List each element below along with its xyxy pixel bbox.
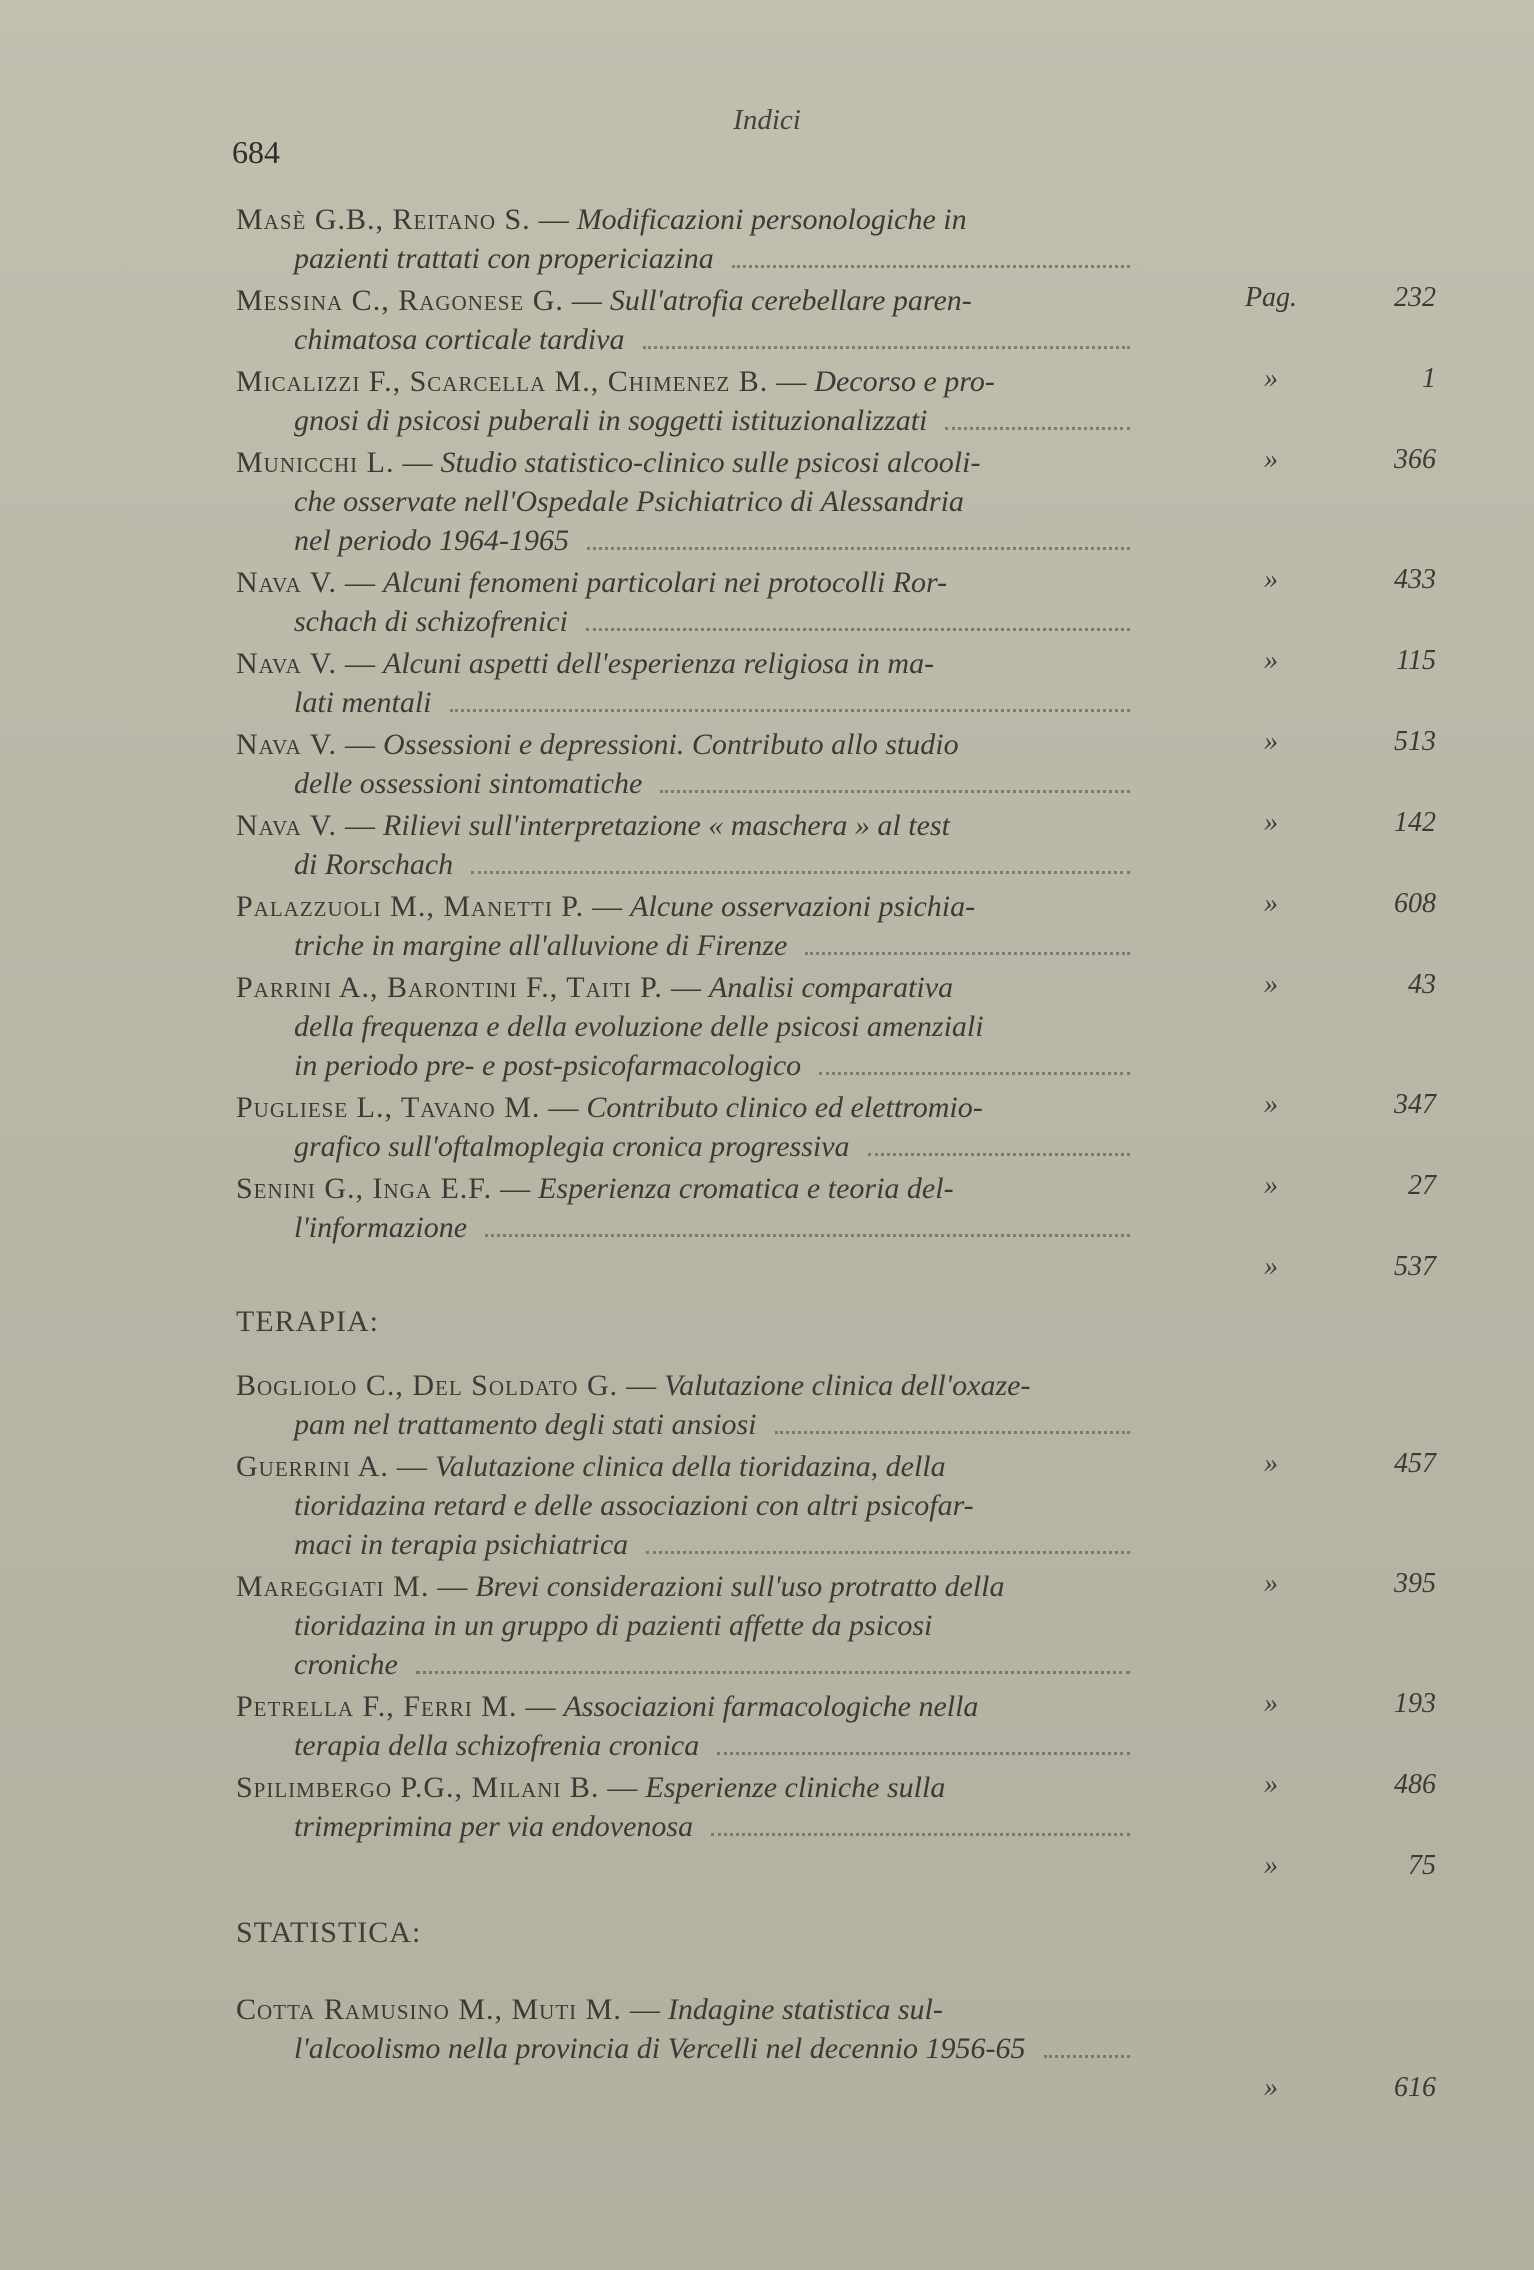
entry-first-line [236,806,1196,845]
entry-title: Esperienza cromatica e teoria del- [538,1172,954,1205]
entry-first-line [236,1768,1196,1807]
entry-title: Rilievi sull'interpretazione « maschera » al test [383,809,950,842]
entry-authors: Senini G., Inga E.F. [236,1172,493,1205]
entry-dash: — [437,1570,468,1603]
page-ref-number: 27 [1408,1170,1436,1201]
entry-authors: Masè G.B., Reitano S. [236,203,531,236]
entry-dash: — [345,647,376,680]
entry-title: Alcuni fenomeni particolari nei protocolli Ror- [383,566,948,599]
page-ref-number: 608 [1394,888,1436,919]
page-ref-marker: » [1264,969,1278,1000]
dot-leader [711,1829,1130,1836]
section-heading-terapia: TERAPIA: [236,1305,379,1338]
entry-title: Decorso e pro- [814,365,995,398]
entry-first-line [236,200,1196,239]
entry-first-line [236,1169,1196,1208]
entry-first-line [236,362,1196,401]
entry-title: Analisi comparativa [708,971,954,1004]
entry-authors: Palazzuoli M., Manetti P. [236,890,585,923]
entry-title-continued: croniche [294,1648,398,1681]
entry-dash: — [345,566,376,599]
entry-title: Associazioni farmacologiche nella [563,1690,979,1723]
page-ref-marker: » [1264,726,1278,757]
entry-title-continued: tioridazina in un gruppo di pazienti affette da psicosi [294,1609,933,1642]
entry-title-continued: trimeprimina per via endovenosa [294,1810,694,1843]
entry-title: Valutazione clinica dell'oxaze- [664,1369,1031,1402]
entry-dash: — [571,284,602,317]
entry-title: Alcuni aspetti dell'esperienza religiosa in ma- [383,647,935,680]
entry-continuation-line [236,1208,1436,1282]
entry-title: Valutazione clinica della tioridazina, della [434,1450,946,1483]
entry-first-line [236,1366,1196,1405]
entry-authors: Cotta Ramusino M., Muti M. [236,1993,622,2026]
entry-continuation-line [236,1807,1436,1881]
entry-authors: Mareggiati M. [236,1570,430,1603]
entry-title: Modificazioni personologiche in [576,203,967,236]
entry-title: Sull'atrofia cerebellare paren- [609,284,972,317]
page-ref-marker: » [1264,1251,1278,1282]
entry-authors: Nava V. [236,647,338,680]
entry-first-line [236,644,1196,683]
entry-dash: — [629,1993,660,2026]
page-ref-number: 1 [1422,363,1436,394]
dot-leader [416,1667,1130,1674]
entry-dash: — [525,1690,556,1723]
entry-dash: — [538,203,569,236]
entry-continuation-line [236,1606,1196,1645]
entry-title: Studio statistico-clinico sulle psicosi alcooli- [440,446,981,479]
page-ref-marker: » [1264,363,1278,394]
running-title: Indici [733,104,801,136]
page-ref-marker: » [1264,888,1278,919]
entry-authors: Micalizzi F., Scarcella M., Chimenez B. [236,365,769,398]
page-ref-number: 486 [1394,1769,1436,1800]
page-ref-number: 193 [1394,1688,1436,1719]
entry-title-continued: l'alcoolismo nella provincia di Vercelli nel decennio 1956-65 [294,2032,1026,2065]
entry-first-line [236,1567,1196,1606]
entry-first-line [236,1687,1196,1726]
section-heading-statistica: STATISTICA: [236,1916,422,1949]
entry-title-continued: delle ossessioni sintomatiche [294,767,643,800]
entry-title-continued: grafico sull'oftalmoplegia cronica progressiva [294,1130,850,1163]
page-ref-number: 142 [1394,807,1436,838]
entry-first-line [236,887,1196,926]
entry-title-continued: tioridazina retard e delle associazioni con altri psicofar- [294,1489,974,1522]
entry-title-continued: della frequenza e della evoluzione delle psicosi amenziali [294,1010,984,1043]
entry-title-continued: triche in margine all'alluvione di Firenze [294,929,788,962]
page-ref-number: 395 [1394,1568,1436,1599]
page-ref-number: 616 [1394,2072,1436,2103]
dot-leader [643,342,1131,349]
page-ref-number: 75 [1408,1850,1436,1881]
page-ref-marker: » [1264,1568,1278,1599]
entry-title-continued: terapia della schizofrenia cronica [294,1729,700,1762]
page-ref-marker: » [1264,1688,1278,1719]
entry-title-continued: nel periodo 1964-1965 [294,524,569,557]
dot-leader [819,1068,1130,1075]
page-ref-number: 433 [1394,564,1436,595]
entry-first-line [236,563,1196,602]
entry-dash: — [396,1450,427,1483]
dot-leader [717,1748,1130,1755]
entry-title-continued: pam nel trattamento degli stati ansiosi [294,1408,757,1441]
dot-leader [868,1149,1130,1156]
dot-leader [450,705,1131,712]
page-ref-marker: » [1264,1850,1278,1881]
index-entries-statistica [236,1990,1436,2103]
entry-first-line [236,281,1196,320]
dot-leader [586,624,1130,631]
entry-first-line [236,1990,1196,2029]
page-ref-marker: » [1264,2072,1278,2103]
page-ref-marker: » [1264,1089,1278,1120]
page-ref-number: 366 [1394,444,1436,475]
dot-leader [732,261,1130,268]
page-ref-marker: » [1264,444,1278,475]
dot-leader [471,867,1130,874]
entry-dash: — [776,365,807,398]
page-ref-number: 513 [1394,726,1436,757]
entry-dash: — [592,890,623,923]
entry-title: Esperienze cliniche sulla [645,1771,946,1804]
entry-title-continued: di Rorschach [294,848,454,881]
entry-title: Indagine statistica sul- [667,1993,943,2026]
index-entries-terapia [236,1366,1436,1881]
dot-leader [775,1427,1131,1434]
index-entries-group-a [236,200,1436,1282]
entry-authors: Nava V. [236,566,338,599]
entry-title-continued: gnosi di psicosi puberali in soggetti istituzionalizzati [294,404,928,437]
page-ref-marker: » [1264,1170,1278,1201]
entry-title-continued: in periodo pre- e post-psicofarmacologico [294,1049,802,1082]
page-ref-marker: » [1264,807,1278,838]
entry-dash: — [402,446,433,479]
dot-leader [485,1230,1130,1237]
entry-title-continued: maci in terapia psichiatrica [294,1528,629,1561]
entry-continuation-line [236,482,1196,521]
entry-title-continued: pazienti trattati con propericiazina [294,242,714,275]
page-ref-marker: » [1264,1448,1278,1479]
entry-authors: Messina C., Ragonese G. [236,284,564,317]
page-ref-number: 347 [1394,1089,1436,1120]
entry-first-line [236,443,1196,482]
entry-first-line [236,1088,1196,1127]
entry-title-continued: l'informazione [294,1211,468,1244]
entry-title-continued: chimatosa corticale tardiva [294,323,625,356]
entry-continuation-line [236,1486,1196,1525]
dot-leader [805,948,1130,955]
entry-title: Alcune osservazioni psichia- [630,890,976,923]
dot-leader [945,423,1130,430]
page-ref-marker: » [1264,1769,1278,1800]
index-entry [236,1990,1436,2103]
entry-title-continued: che osservate nell'Ospedale Psichiatrico di Alessandria [294,485,964,518]
dot-leader [660,786,1130,793]
page-ref-number: 457 [1394,1448,1436,1479]
dot-leader [587,543,1130,550]
entry-continuation-line [236,1007,1196,1046]
entry-title: Brevi considerazioni sull'uso protratto della [475,1570,1005,1603]
entry-authors: Petrella F., Ferri M. [236,1690,518,1723]
entry-dash: — [670,971,701,1004]
page-ref-number: 232 [1394,282,1436,313]
entry-authors: Municchi L. [236,446,395,479]
entry-dash: — [607,1771,638,1804]
dot-leader [1044,2051,1130,2058]
page-ref-number: 43 [1408,969,1436,1000]
entry-title-continued: lati mentali [294,686,432,719]
page-number: 684 [232,134,280,170]
entry-title-continued: schach di schizofrenici [294,605,568,638]
entry-title: Contributo clinico ed elettromio- [586,1091,983,1124]
entry-dash: — [345,809,376,842]
entry-authors: Nava V. [236,809,338,842]
entry-dash: — [548,1091,579,1124]
page-ref-marker: » [1264,645,1278,676]
page-ref-marker: » [1264,564,1278,595]
entry-authors: Pugliese L., Tavano M. [236,1091,541,1124]
entry-dash: — [345,728,376,761]
entry-dash: — [500,1172,531,1205]
entry-authors: Nava V. [236,728,338,761]
dot-leader [646,1547,1130,1554]
entry-first-line [236,1447,1196,1486]
entry-authors: Guerrini A. [236,1450,389,1483]
page-ref-number: 115 [1396,645,1436,676]
entry-title: Ossessioni e depressioni. Contributo allo studio [383,728,959,761]
entry-continuation-line [236,2029,1436,2103]
entry-authors: Bogliolo C., Del Soldato G. [236,1369,619,1402]
entry-first-line [236,968,1196,1007]
entry-authors: Parrini A., Barontini F., Taiti P. [236,971,663,1004]
entry-dash: — [626,1369,657,1402]
page-ref-marker: Pag. [1244,282,1298,313]
entry-authors: Spilimbergo P.G., Milani B. [236,1771,600,1804]
entry-first-line [236,725,1196,764]
page-ref-number: 537 [1394,1251,1436,1282]
